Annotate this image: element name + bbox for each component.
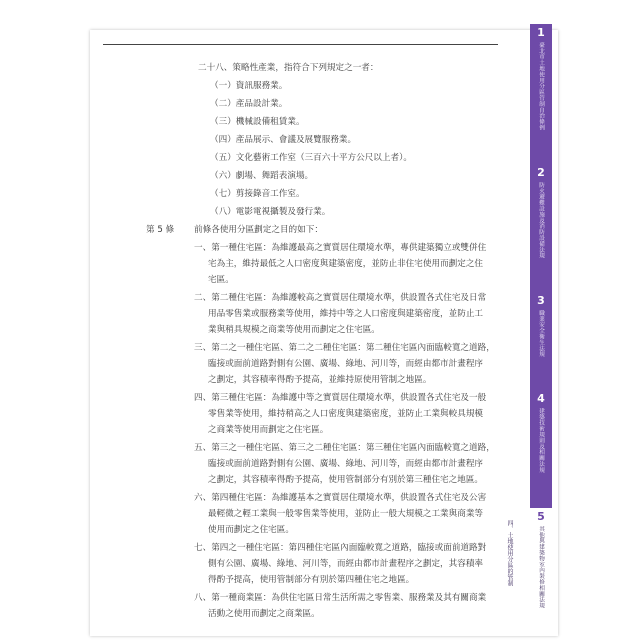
tab-title: 建築技術規則及相關法規	[538, 408, 544, 473]
clause-line: 活動之使用而劃定之商業區。	[208, 609, 320, 619]
article-number: 第 5 條	[146, 225, 175, 235]
clause-line: 四、第三種住宅區：為維護中等之實質居住環境水準，供設置各式住宅及一般	[194, 393, 487, 403]
item-28-heading: 二十八、策略性產業，指符合下列規定之一者：	[198, 63, 379, 73]
tab-number: 3	[537, 294, 545, 307]
clause-line: 臨接或面前道路對側有公園、廣場、綠地、河川等，而經由都市計畫程序	[208, 459, 484, 469]
clause-line: 之劃定，其容積率得酌予提高，使用管制部分有別於第三種住宅之地區。	[208, 475, 484, 485]
clause-line: 六、第四種住宅區：為維護基本之實質居住環境水準，供設置各式住宅及公害	[194, 493, 487, 503]
chapter-tab-strip	[530, 24, 552, 632]
item-28-sub-8: （八）電影電視攝製及發行業。	[210, 207, 331, 217]
header-rule	[103, 44, 498, 45]
tab-title: 防火避難設施及消防設備法規	[538, 182, 544, 259]
tab-title: 其他與建築物室內裝修相關法規	[538, 526, 544, 609]
clause-line: 宅為主，維持最低之人口密度與建築密度，並防止非住宅使用而劃定之住	[208, 259, 484, 269]
clause-line: 宅區。	[208, 275, 234, 285]
clause-line: 側有公園、廣場、綠地、河川等，而經由都市計畫程序之劃定，其容積率	[208, 559, 484, 569]
clause-line: 最輕微之輕工業與一般零售業等使用，並防止一般大規模之工業與商業等	[208, 509, 484, 519]
tab-title: 職業安全衛生法規	[538, 310, 544, 358]
item-28-sub-5: （五）文化藝術工作室（三百六十平方公尺以上者）。	[210, 153, 412, 163]
article-intro: 前條各使用分區劃定之目的如下：	[194, 225, 323, 235]
chapter-tab-2[interactable]	[530, 164, 552, 282]
tab-number: 1	[537, 26, 545, 39]
item-28-sub-2: （二）產品設計業。	[210, 99, 288, 109]
item-28-sub-6: （六）劇場、舞蹈表演場。	[210, 171, 314, 181]
clause-line: 七、第四之一種住宅區：第四種住宅區內面臨較寬之道路，臨接或面前道路對	[194, 543, 487, 553]
clause-line: 八、第一種商業區：為供住宅區日常生活所需之零售業、服務業及其有關商業	[194, 593, 487, 603]
clause-line: 用品零售業或服務業等使用，維持中等之人口密度與建築密度，並防止工	[208, 309, 484, 319]
chapter-tab-4[interactable]	[530, 390, 552, 508]
clause-line: 之劃定，其容積率得酌予提高，並維持原使用管制之地區。	[208, 375, 432, 385]
clause-line: 五、第三之一種住宅區、第三之二種住宅區：第三種住宅區內面臨較寬之道路，	[194, 443, 495, 453]
clause-line: 得酌予提高，使用管制部分有別於第四種住宅之地區。	[208, 575, 415, 585]
chapter-tab-1[interactable]	[530, 24, 552, 142]
clause-line: 三、第二之一種住宅區、第二之二種住宅區：第二種住宅區內面臨較寬之道路，	[194, 343, 495, 353]
clause-line: 零售業等使用，維持稍高之人口密度與建築密度，並防止工業與較具規模	[208, 409, 484, 419]
tab-number: 4	[537, 392, 545, 405]
chapter-tab-5[interactable]	[530, 508, 552, 632]
clause-line: 之商業等使用而劃定之住宅區。	[208, 425, 329, 435]
clause-line: 業與稍具規模之商業等使用而劃定之住宅區。	[208, 325, 380, 335]
item-28-sub-7: （七）剪接錄音工作室。	[210, 189, 305, 199]
item-28-sub-3: （三）機械設備租賃業。	[210, 117, 305, 127]
page-content	[100, 36, 520, 632]
clause-line: 使用而劃定之住宅區。	[208, 525, 294, 535]
item-28-sub-1: （一）資訊服務業。	[210, 81, 288, 91]
section-side-label: 四、土地使用分區的管制	[506, 520, 513, 586]
clause-line: 臨接或面前道路對側有公園、廣場、綠地、河川等，而經由都市計畫程序	[208, 359, 484, 369]
tab-number: 5	[537, 510, 545, 523]
tab-number: 2	[537, 166, 545, 179]
clause-line: 一、第一種住宅區：為維護最高之實質居住環境水準，專供建築獨立或雙併住	[194, 243, 487, 253]
clause-line: 二、第二種住宅區：為維護較高之實質居住環境水準，供設置各式住宅及日常	[194, 293, 487, 303]
item-28-sub-4: （四）產品展示、會議及展覽服務業。	[210, 135, 357, 145]
tab-title: 臺北市土地使用分區管制自治條例	[538, 42, 544, 131]
page-number: 381	[533, 621, 547, 628]
chapter-tab-3[interactable]	[530, 292, 552, 392]
